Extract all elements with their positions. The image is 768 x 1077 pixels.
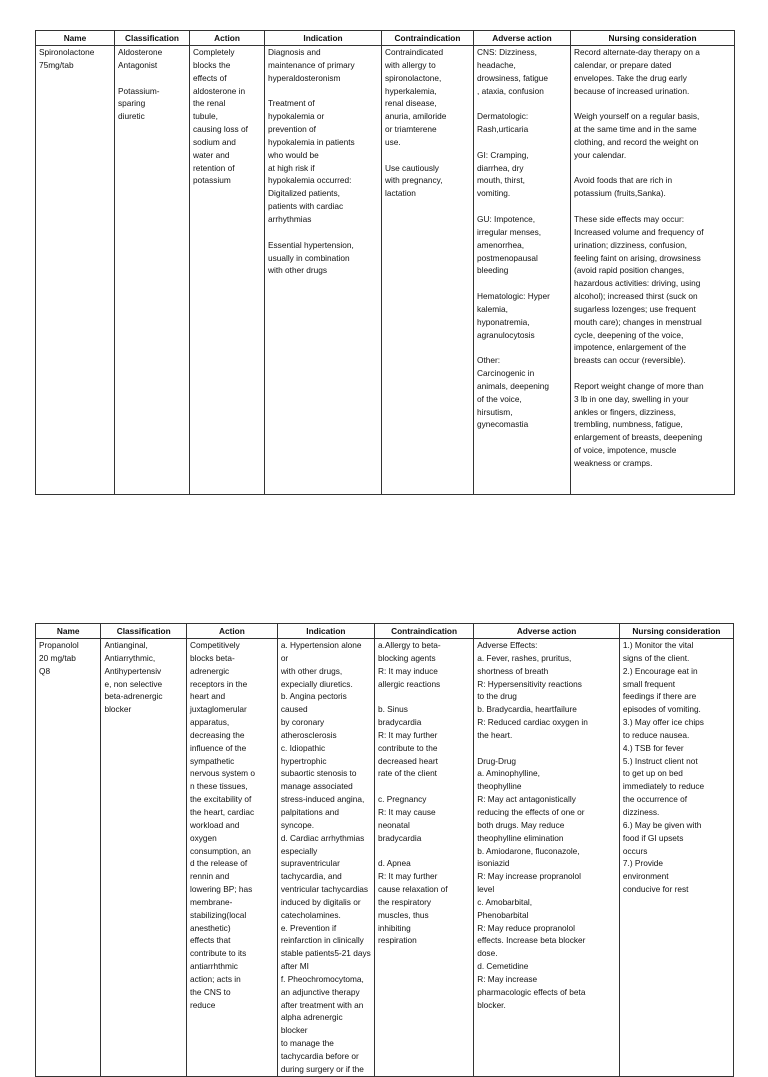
table-header-row	[36, 624, 734, 639]
table-row	[36, 46, 735, 495]
cell-classification: Aldosterone Antagonist Potassium- sparing diuretic	[115, 46, 190, 495]
cell-action: Competitively blocks beta- adrenergic receptors in the heart and juxtaglomerular apparatus, decreasing the influence of the sympathetic nervous system o n these tissues, the excitability of the heart, cardiac workload and oxygen consumption, an d the release of rennin and lowering BP; has membrane- stabilizing(local anesthetic) effects that contribute to its antiarrhthmic action; acts in the CNS to reduce	[187, 639, 278, 1077]
cell-classification: Antianginal, Antiarrythmic, Antihypertensiv e, non selective beta-adrenergic blocker	[101, 639, 187, 1077]
cell-adverse-action: Adverse Effects: a. Fever, rashes, pruritus, shortness of breath R: Hypersensitivity reactions to the drug b. Bradycardia, heartfailure R: Reduced cardiac oxygen in the heart. Drug-Drug a. Aminophylline, theophylline R: May act antagonistically reducing the effects of one or both drugs. May reduce theophylline elimination b. Amiodarone, fluconazole, isoniazid R: May increase propranolol level c. Amobarbital, Phenobarbital R: May reduce propranolol effects. Increase beta blocker dose. d. Cemetidine R: May increase pharmacologic effects of beta blocker.	[474, 639, 620, 1077]
table-row	[36, 639, 734, 1077]
cell-drug-name: Spironolactone 75mg/tab	[36, 46, 115, 495]
cell-nursing-consideration: 1.) Monitor the vital signs of the client. 2.) Encourage eat in small frequent feedings if there are episodes of vomiting. 3.) May offer ice chips to reduce nausea. 4.) TSB for fever 5.) Instruct client not to get up on bed immediately to reduce the occurrence of dizziness. 6.) May be given with food if GI upsets occurs 7.) Provide environment conducive for rest	[619, 639, 733, 1077]
drug-table-propanolol	[35, 623, 734, 1077]
header-contraindication: Contraindication	[382, 31, 474, 46]
header-contraindication: Contraindication	[374, 624, 473, 639]
header-action: Action	[187, 624, 278, 639]
header-adverse-action: Adverse action	[474, 31, 571, 46]
header-adverse-action: Adverse action	[474, 624, 620, 639]
drug-table-spironolactone	[35, 30, 735, 495]
table-header-row	[36, 31, 735, 46]
cell-drug-name: Propanolol 20 mg/tab Q8	[36, 639, 101, 1077]
cell-nursing-consideration: Record alternate-day therapy on a calendar, or prepare dated envelopes. Take the drug early because of increased urination. Weigh yourself on a regular basis, at the same time and in the same clothing, and record the weight on your calendar. Avoid foods that are rich in potassium (fruits,Sanka). These side effects may occur: Increased volume and frequency of urination; dizziness, confusion, feeling faint on arising, drowsiness (avoid rapid position changes, hazardous activities: driving, using alcohol); increased thirst (suck on sugarless lozenges; use frequent mouth care); changes in menstrual cycle, deepening of the voice, impotence, enlargement of the breasts can occur (reversible). Report weight change of more than 3 lb in one day, swelling in your ankles or fingers, dizziness, trembling, numbness, fatigue, enlargement of breasts, deepening of voice, impotence, muscle weakness or cramps.	[571, 46, 735, 495]
cell-indication: Diagnosis and maintenance of primary hyperaldosteronism Treatment of hypokalemia or prevention of hypokalemia in patients who would be at high risk if hypokalemia occurred: Digitalized patients, patients with cardiac arrhythmias Essential hypertension, usually in combination with other drugs	[265, 46, 382, 495]
header-nursing-consideration: Nursing consideration	[571, 31, 735, 46]
cell-action: Completely blocks the effects of aldosterone in the renal tubule, causing loss of sodium and water and retention of potassium	[190, 46, 265, 495]
header-indication: Indication	[277, 624, 374, 639]
header-action: Action	[190, 31, 265, 46]
cell-adverse-action: CNS: Dizziness, headache, drowsiness, fatigue , ataxia, confusion Dermatologic: Rash,urticaria GI: Cramping, diarrhea, dry mouth, thirst, vomiting. GU: Impotence, irregular menses, amenorrhea, postmenopausal bleeding Hematologic: Hyper kalemia, hyponatremia, agranulocytosis Other: Carcinogenic in animals, deepening of the voice, hirsutism, gynecomastia	[474, 46, 571, 495]
header-nursing-consideration: Nursing consideration	[619, 624, 733, 639]
header-classification: Classification	[101, 624, 187, 639]
header-name: Name	[36, 624, 101, 639]
cell-indication: a. Hypertension alone or with other drugs, expecially diuretics. b. Angina pectoris caused by coronary atherosclerosis c. Idiopathic hypertrophic subaortic stenosis to manage associated stress-induced angina, palpitations and syncope. d. Cardiac arrhythmias especially supraventricular tachycardia, and ventricular tachycardias induced by digitalis or catecholamines. e. Prevention if reinfarction in clinically stable patients5-21 days after MI f. Pheochromocytoma, an adjunctive therapy after treatment with an alpha adrenergic blocker to manage the tachycardia before or during surgery or if the	[277, 639, 374, 1077]
cell-contraindication: Contraindicated with allergy to spironolactone, hyperkalemia, renal disease, anuria, amiloride or triamterene use. Use cautiously with pregnancy, lactation	[382, 46, 474, 495]
header-indication: Indication	[265, 31, 382, 46]
header-name: Name	[36, 31, 115, 46]
cell-contraindication: a.Allergy to beta- blocking agents R: It may induce allergic reactions b. Sinus bradycardia R: It may further contribute to the decreased heart rate of the client c. Pregnancy R: It may cause neonatal bradycardia d. Apnea R: It may further cause relaxation of the respiratory muscles, thus inhibiting respiration	[374, 639, 473, 1077]
header-classification: Classification	[115, 31, 190, 46]
